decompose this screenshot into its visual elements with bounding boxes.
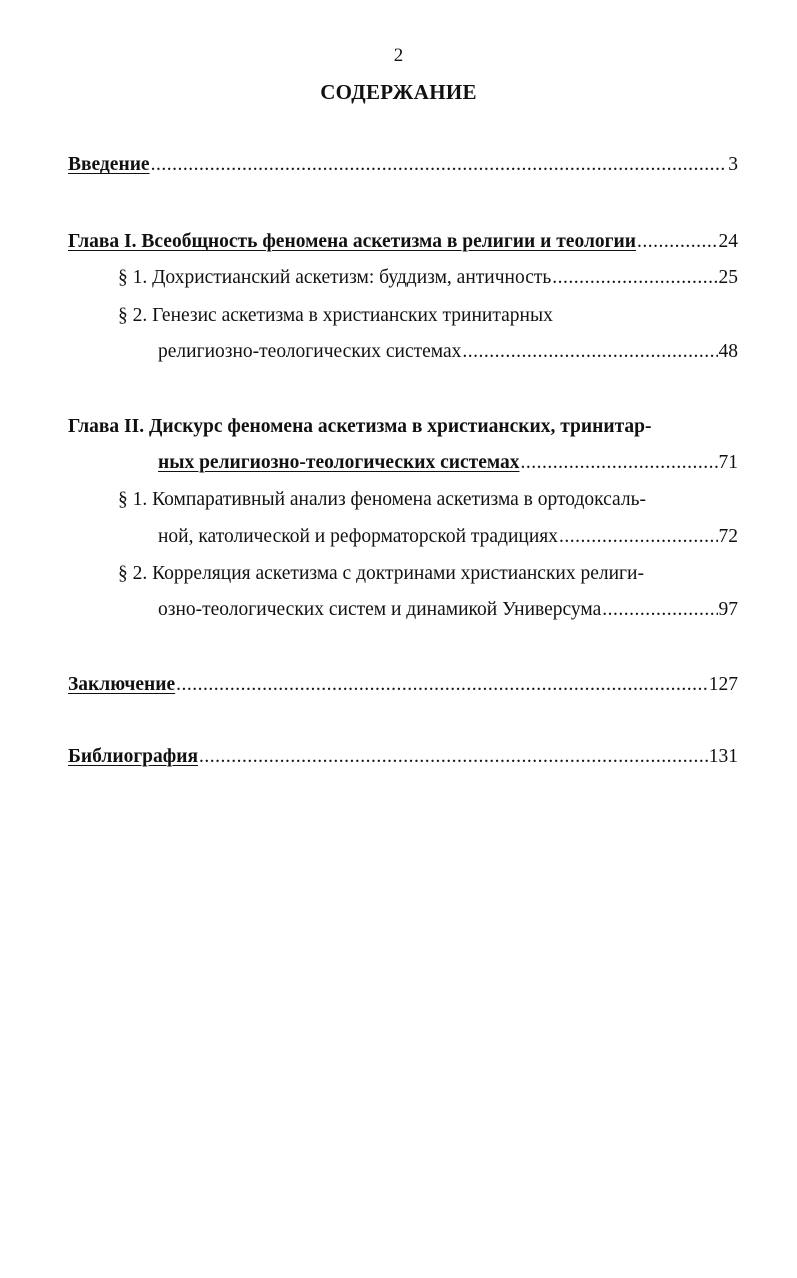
toc-entry-label: религиозно-теологических системах: [158, 341, 462, 362]
toc-entry-bibliography: [68, 744, 738, 770]
toc-entry-chapter-1-section-2-line-1: [118, 303, 738, 329]
dot-leader: [151, 152, 728, 178]
toc-page-number: 24: [718, 231, 738, 252]
dot-leader: [559, 524, 718, 550]
toc-entry-conclusion: [68, 672, 738, 698]
toc-entry-chapter-1: [68, 229, 738, 255]
toc-entry-label: Введение: [68, 154, 150, 175]
toc-entry-label: § 1. Дохристианский аскетизм: буддизм, античность: [118, 267, 552, 288]
toc-entry-label: Глава I. Всеобщность феномена аскетизма в религии и теологии: [68, 231, 636, 252]
toc-entry-introduction: [68, 152, 738, 178]
toc-entry-chapter-2-section-2-line-2: [158, 597, 738, 623]
toc-entry-chapter-2-line-1: [68, 414, 738, 440]
toc-page-number: 71: [718, 452, 738, 473]
toc-entry-label: Заключение: [68, 674, 176, 695]
dot-leader: [602, 597, 717, 623]
toc-entry-chapter-2-section-1-line-1: [118, 487, 738, 513]
dot-leader: [637, 229, 718, 255]
toc-page-number: 48: [718, 341, 738, 362]
toc-entry-label: § 2. Корреляция аскетизма с доктринами христианских религи-: [118, 563, 644, 584]
toc-entry-label: Глава II. Дискурс феномена аскетизма в христианских, тринитар-: [68, 416, 652, 437]
page-title: СОДЕРЖАНИЕ: [320, 80, 477, 104]
toc-page-number: 25: [718, 267, 738, 288]
dot-leader: [552, 265, 717, 291]
dot-leader: [521, 450, 718, 476]
toc-page-number: 127: [708, 674, 738, 695]
toc-entry-label: ных религиозно-теологических системах: [158, 452, 520, 473]
toc-entry-label: Библиография: [68, 746, 199, 767]
dot-leader: [199, 744, 708, 770]
toc-entry-chapter-1-section-1: [118, 265, 738, 291]
dot-leader: [176, 672, 708, 698]
toc-entry-label: озно-теологических систем и динамикой Универсума: [158, 599, 602, 620]
toc-page-number: 72: [718, 526, 738, 547]
toc-page-number: 131: [708, 746, 738, 767]
toc-entry-chapter-2-section-2-line-1: [118, 561, 738, 587]
toc-page-number: 97: [718, 599, 738, 620]
toc-entry-label: ной, католической и реформаторской традициях: [158, 526, 558, 547]
dot-leader: [462, 339, 717, 365]
toc-entry-label: § 1. Компаративный анализ феномена аскетизма в ортодоксаль-: [118, 489, 646, 510]
toc-entry-chapter-2-line-2: [158, 450, 738, 476]
toc-entry-chapter-2-section-1-line-2: [158, 524, 738, 550]
toc-entry-chapter-1-section-2-line-2: [158, 339, 738, 365]
page-number: 2: [393, 45, 404, 66]
toc-entry-label: § 2. Генезис аскетизма в христианских тринитарных: [118, 305, 553, 326]
toc-page-number: 3: [728, 154, 738, 175]
